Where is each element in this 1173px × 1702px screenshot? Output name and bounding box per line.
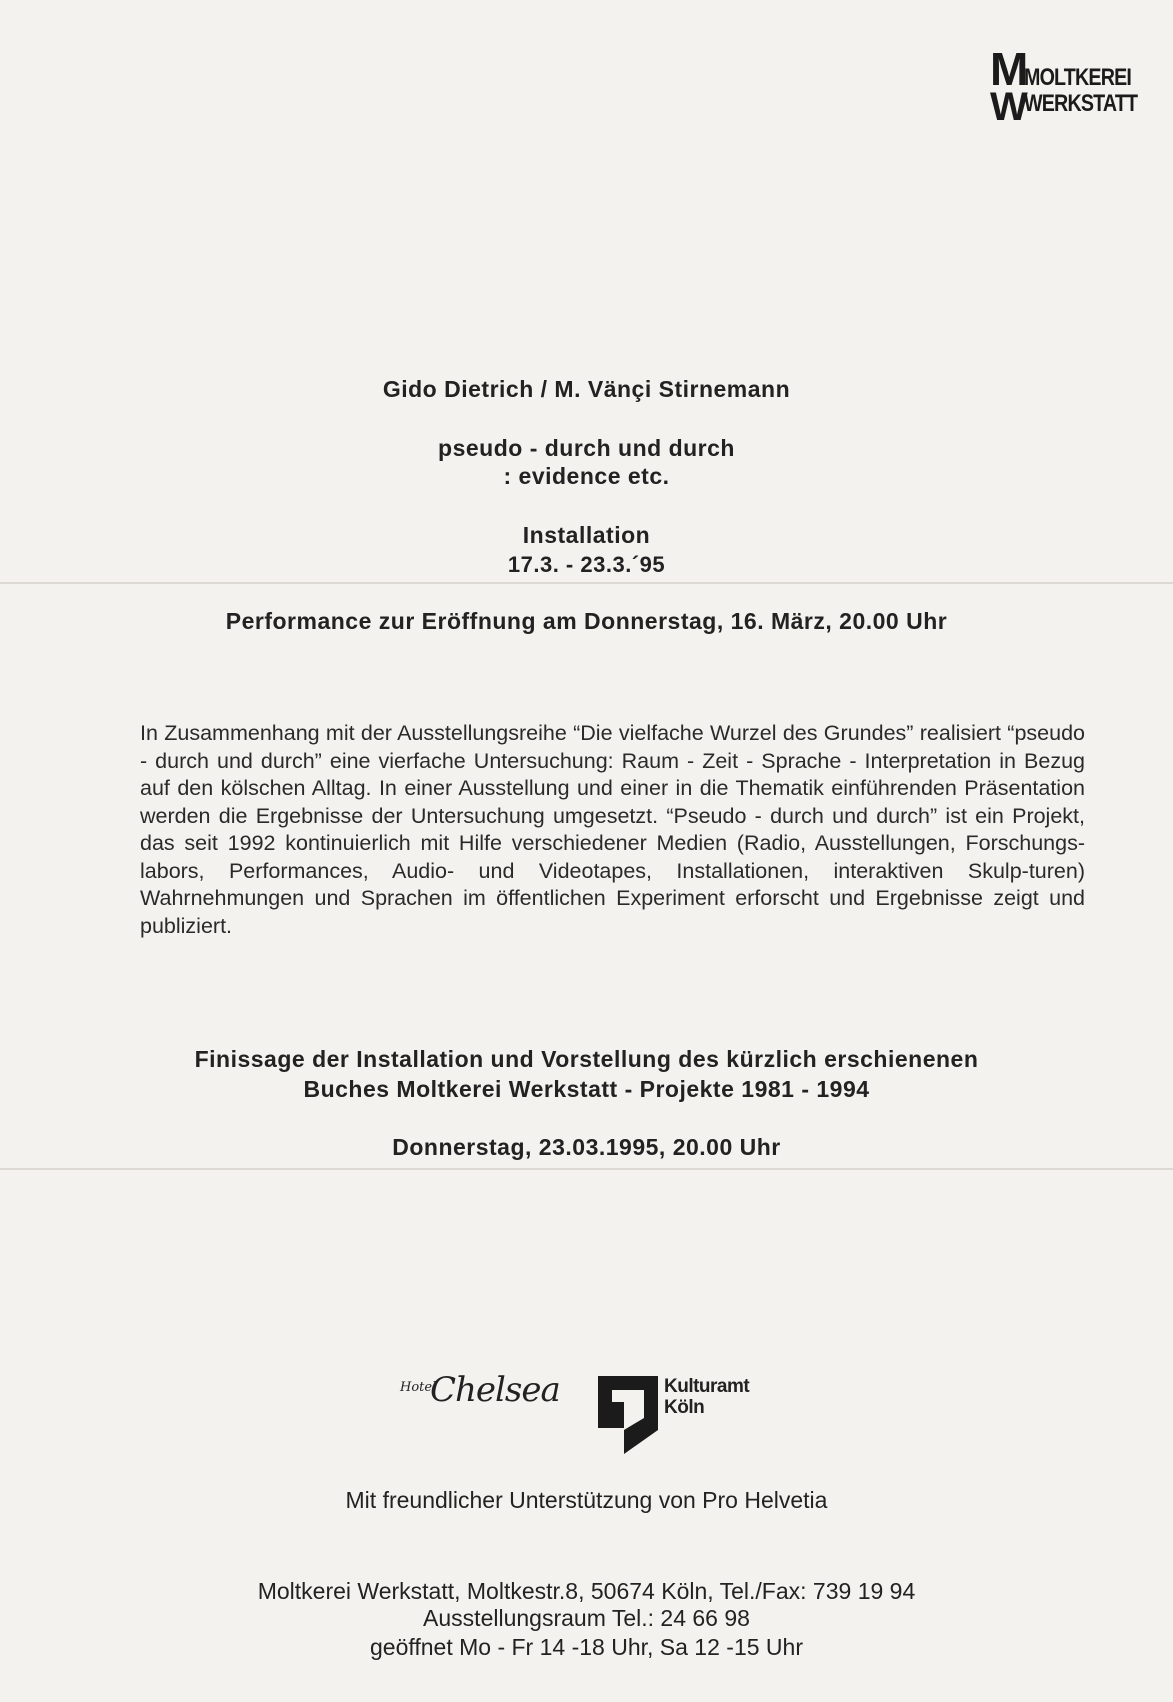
logo-line2: WERKSTATT bbox=[1024, 90, 1138, 117]
kulturamt-line2: Köln bbox=[664, 1397, 705, 1418]
support-line: Mit freundlicher Unterstützung von Pro Helvetia bbox=[345, 1487, 828, 1513]
title-line2: : evidence etc. bbox=[503, 463, 670, 489]
kulturamt-line1: Kulturamt bbox=[664, 1376, 750, 1397]
kulturamt-koeln-logo bbox=[596, 1374, 796, 1456]
fold-line bbox=[0, 1168, 1173, 1170]
hotel-name: Chelsea bbox=[430, 1370, 560, 1410]
installation-dates: 17.3. - 23.3.´95 bbox=[507, 552, 666, 577]
finissage-line2: Buches Moltkerei Werkstatt - Projekte 1981 - 1994 bbox=[303, 1076, 870, 1102]
artists: Gido Dietrich / M. Vänçi Stirnemann bbox=[382, 376, 791, 402]
performance-line: Performance zur Eröffnung am Donnerstag, 16. März, 20.00 Uhr bbox=[225, 608, 948, 634]
finissage-line1: Finissage der Installation und Vorstellung des kürzlich erschienenen bbox=[194, 1046, 979, 1072]
logo-line1: MOLTKEREI bbox=[1024, 64, 1132, 91]
description-paragraph: In Zusammenhang mit der Ausstellungsreihe “Die vielfache Wurzel des Grundes” realisiert “pseudo - durch und durch” eine vierfache Untersuchung: Raum - Zeit - Sprache - Interpretation in Bezug auf den kölschen Alltag. In einer Ausstellung und einer in die Thematik einführenden Präsentation werden die Ergebnisse der Untersuchung umgesetzt. “Pseudo - durch und durch” ist ein Projekt, das seit 1992 kontinuierlich mit Hilfe verschiedener Medien (Radio, Ausstellungen, Forschungs-labors, Performances, Audio- und Videotapes, Installationen, interaktiven Skulp-turen) Wahrnehmungen und Sprachen im öffentlichen Experiment erforscht und Ergebnisse zeigt und publiziert. bbox=[140, 721, 1085, 938]
address-line2: Ausstellungsraum Tel.: 24 66 98 bbox=[423, 1605, 750, 1631]
address-line1: Moltkerei Werkstatt, Moltkestr.8, 50674 Köln, Tel./Fax: 739 19 94 bbox=[257, 1578, 916, 1604]
installation-label: Installation bbox=[522, 522, 651, 548]
moltkerei-werkstatt-logo: M MOLTKEREI W WERKSTATT bbox=[990, 43, 1138, 129]
title-line1: pseudo - durch und durch bbox=[438, 435, 735, 461]
fold-line bbox=[0, 582, 1173, 584]
hotel-small-label: Hotel bbox=[400, 1380, 437, 1395]
kulturamt-mark-icon bbox=[596, 1374, 660, 1456]
address-line3: geöffnet Mo - Fr 14 -18 Uhr, Sa 12 -15 Uhr bbox=[370, 1634, 803, 1660]
hotel-chelsea-logo bbox=[398, 1370, 558, 1420]
finissage-date: Donnerstag, 23.03.1995, 20.00 Uhr bbox=[392, 1134, 781, 1160]
